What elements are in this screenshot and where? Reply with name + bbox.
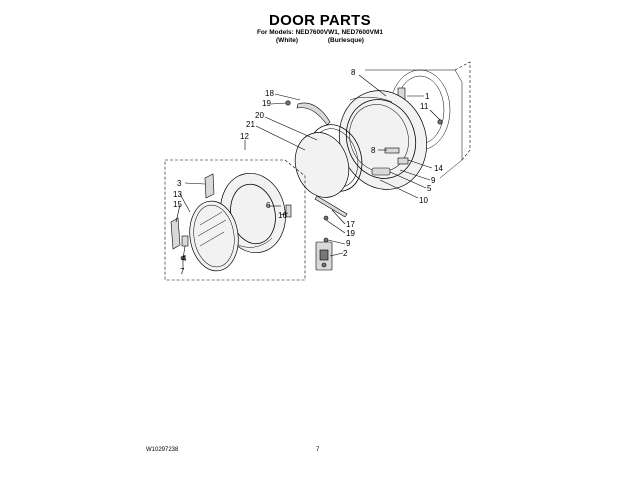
callout-2: 2	[343, 249, 348, 258]
hinge-screw	[286, 101, 290, 105]
hinge-cover	[205, 174, 214, 198]
page-title: DOOR PARTS	[269, 12, 371, 29]
callout-4: 4	[182, 254, 187, 263]
variant-white: (White)	[276, 36, 299, 44]
hinge-spacer	[182, 236, 188, 246]
callout-9b: 9	[346, 239, 351, 248]
document-number: W10297238	[146, 447, 179, 453]
callout-12: 12	[240, 132, 249, 141]
callout-7: 7	[180, 267, 185, 276]
inner-hinge	[171, 218, 180, 249]
callout-5: 5	[427, 184, 432, 193]
screw	[438, 120, 442, 124]
variant-burlesque: (Burlesque)	[327, 36, 364, 44]
lower-hinge	[315, 196, 347, 217]
callout-15: 15	[173, 200, 182, 209]
models-line: For Models: NED7600VW1, NED7600VM1	[256, 29, 384, 36]
page-number: 7	[316, 447, 320, 453]
callout-3: 3	[177, 179, 182, 188]
callout-20: 20	[255, 111, 264, 120]
callout-21: 21	[246, 120, 255, 129]
callout-16: 16	[278, 211, 287, 220]
door-hinge	[297, 103, 330, 125]
latch-screw	[324, 238, 328, 242]
door-strike	[385, 148, 399, 153]
door-handle-recess	[372, 168, 390, 175]
callout-19b: 19	[346, 229, 355, 238]
callout-17: 17	[346, 220, 355, 229]
callout-18: 18	[265, 89, 274, 98]
callout-8b: 8	[371, 146, 376, 155]
callout-19a: 19	[262, 99, 271, 108]
callout-1: 1	[425, 92, 430, 101]
callout-11: 11	[420, 102, 429, 111]
lower-hinge-screw	[324, 216, 328, 220]
callout-10: 10	[419, 196, 428, 205]
callout-8a: 8	[351, 68, 356, 77]
callout-13: 13	[173, 190, 182, 199]
latch	[398, 158, 408, 164]
callout-9a: 9	[431, 176, 436, 185]
callout-6: 6	[266, 201, 271, 210]
door-latch-assembly	[316, 238, 332, 270]
callout-14: 14	[434, 164, 443, 173]
